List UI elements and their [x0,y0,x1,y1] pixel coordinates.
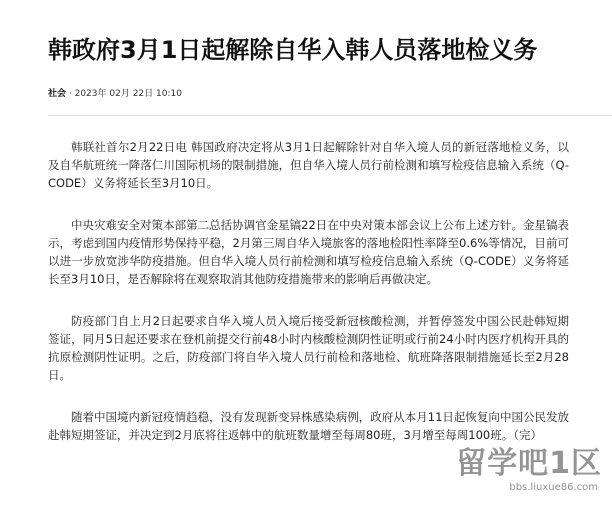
article-datetime: 2023年 02月 22日 10:10 [74,89,182,99]
article-title: 韩政府3月1日起解除自华入韩人员落地检义务 [48,36,538,64]
watermark-url: bbs.liuxue86.com [509,482,598,493]
article-paragraph-1: 韩联社首尔2月22日电 韩国政府决定将从3月1日起解除针对自华入境人员的新冠落地检义务，以及自华航班统一降落仁川国际机场的限制措施，但自华入境人员行前检测和填写检疫信息输入系统（Q-CODE）义务将延长至3月10日。 [48,140,569,190]
article-category[interactable]: 社会 [48,89,67,99]
watermark-brand: 留学吧1区 [456,446,602,481]
article-paragraph-2: 中央灾难安全对策本部第二总括协调官金星镐22日在中央对策本部会议上公布上述方针。金星镐表示，考虑到国内疫情形势保持平稳，2月第三周自华入境旅客的落地检阳性率降至0.6%等情况，目前可以进一步放宽涉华防疫措施。但自华入境人员行前检测和填写检疫信息输入系统（Q-CODE）义务将延长至3月10日，是否解除将在观察取消其他防疫措施带来的影响后再做决定。 [48,218,569,286]
article-paragraph-3: 防疫部门自上月2日起要求自华入境人员入境后接受新冠核酸检测，并暂停签发中国公民赴韩短期签证，同月5日起还要求在登机前提交行前48小时内核酸检测阴性证明或行前24小时内医疗机构开具的抗原检测阴性证明。之后，防疫部门将自华入境人员行前检和落地检、航班降落限制措施延长至2月28日。 [48,314,569,382]
header-divider [48,115,612,116]
meta-separator: · [66,89,75,99]
article-meta [48,87,182,101]
article-body [48,138,569,468]
article-paragraph-4: 随着中国境内新冠疫情趋稳，没有发现新变异株感染病例，政府从本月11日起恢复向中国公民发放赴韩短期签证，并决定到2月底将往返韩中的航班数量增至每周80班，3月增至每周100班。（完） [48,410,569,442]
